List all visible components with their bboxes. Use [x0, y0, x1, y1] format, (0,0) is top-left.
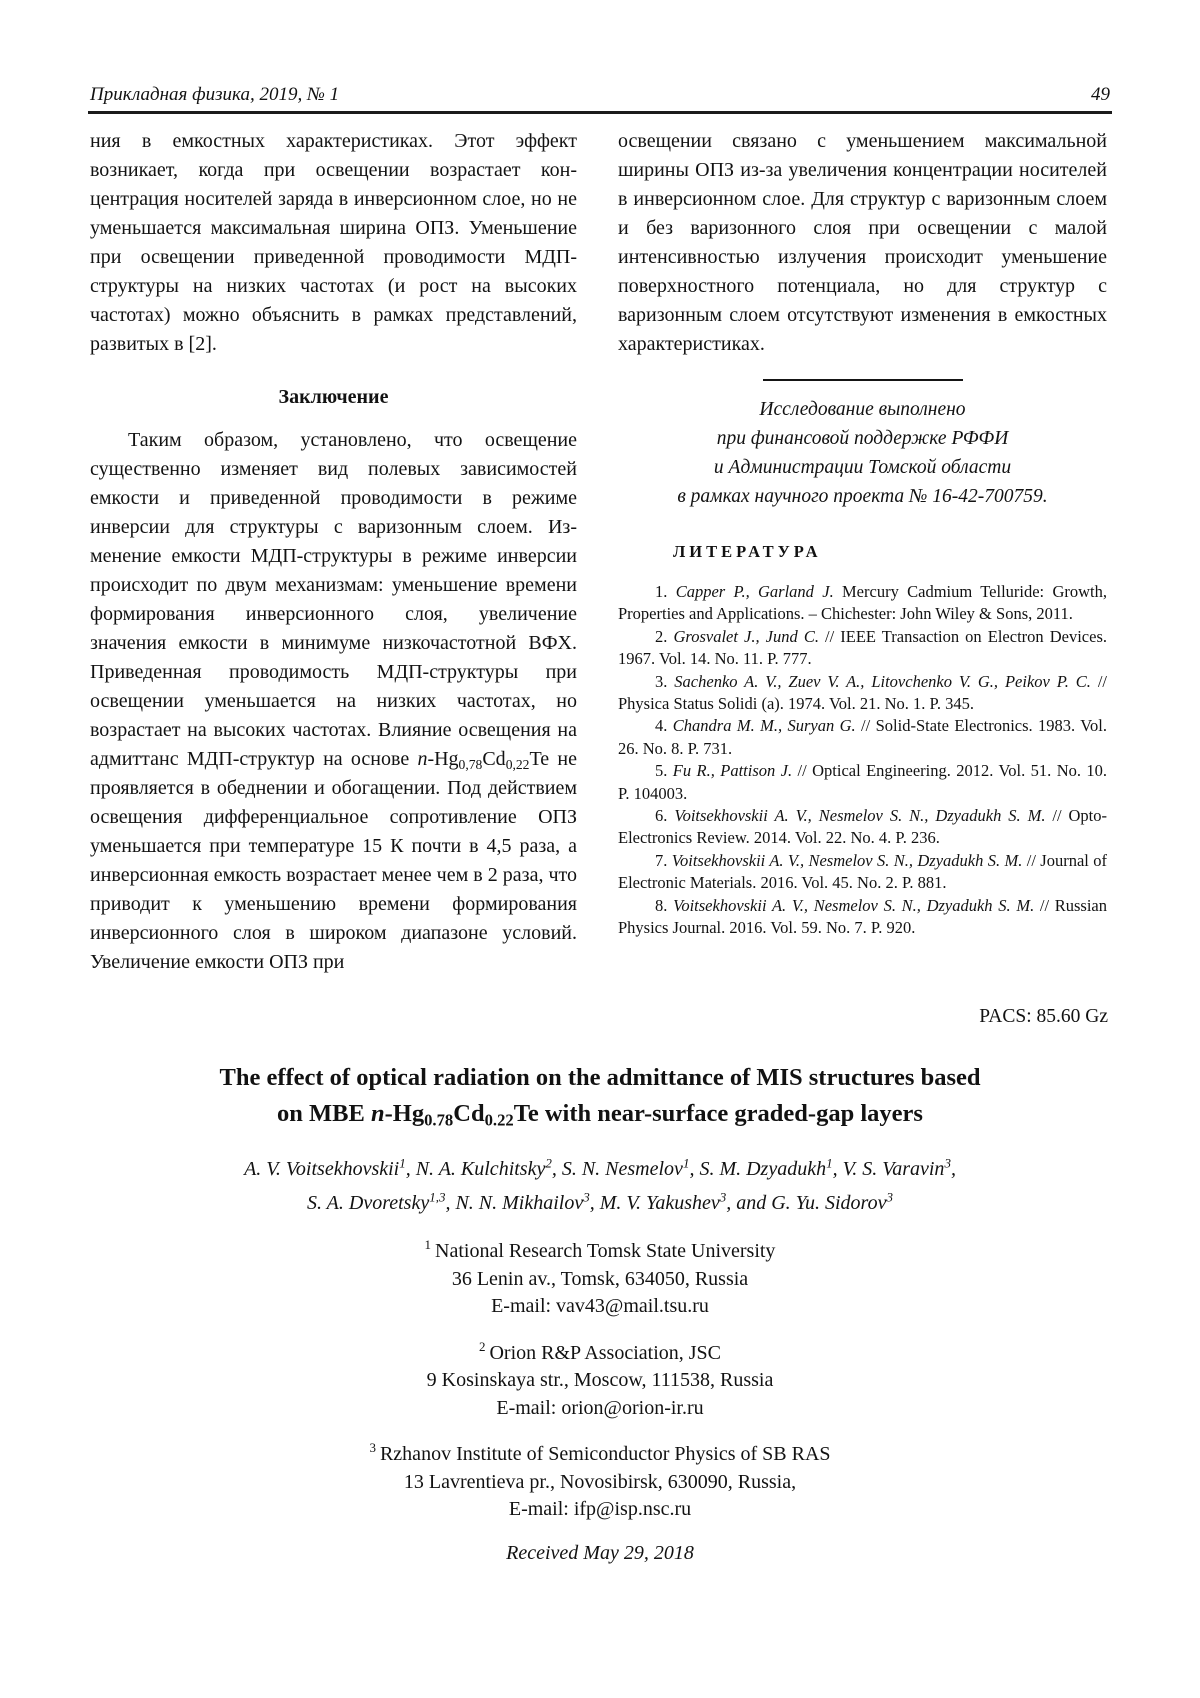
- author: [689, 1155, 833, 1180]
- reference-number: 4.: [655, 716, 673, 736]
- title-text-post: Te with near-surface graded-gap layers: [513, 1100, 923, 1127]
- reference-authors: Fu R., Pattison J.: [672, 761, 793, 781]
- conclusion-text-after-formula: не проявляется в обеднении и обогащении. Под действием освещения дифференциальное сопротивление ОПЗ уменьшается при температуре 15 К почти в 4,5 раза, а инверсионная емкость возрастает менее чем в 2 раза, что приводит к уменьшению времени формирования инверсионного слоя в широком диапазоне условий. Увеличение емкости ОПЗ при: [90, 748, 577, 973]
- author: [589, 1189, 727, 1214]
- reference-number: 7.: [655, 850, 672, 870]
- author: [307, 1189, 446, 1214]
- author: [445, 1189, 590, 1214]
- title-formula-hg: -Hg: [384, 1100, 425, 1127]
- acknowledgment-line: Исследование выполнено: [759, 399, 966, 420]
- conclusion-text-before-formula: Таким образом, установлено, что освещение существенно изменяет вид полевых зависимостей емкости и приведенной проводимости в режиме инверсии для структуры с варизонным слоем. Изменение емкости МДП-структуры в режиме инверсии происходит по двум механизмам: уменьшение времени формирования инверсионного слоя, увеличение значения емкости в минимуме низкочастотной ВФХ. Приведенная проводимость МДП-структуры при освещении уменьшается на низких частотах, но возрастает на высоких частотах. Влияние освещения на адмиттанс МДП-структур на основе: [90, 429, 577, 770]
- author-affiliation-marker: 3: [944, 1155, 951, 1171]
- title-formula-subscript-x2: 0.22: [484, 1110, 514, 1130]
- affiliation-marker: 3: [369, 1440, 376, 1456]
- author-affiliation-marker: 1: [826, 1155, 833, 1171]
- author-name: , and G. Yu. Sidorov: [726, 1192, 887, 1214]
- affiliation-email: E-mail: orion@orion-ir.ru: [496, 1396, 704, 1419]
- author-affiliation-marker: 3: [719, 1189, 727, 1205]
- author: [405, 1155, 552, 1180]
- reference-source: // Physica Status Solidi (a). 1974. Vol. 21. No. 1. P. 345.: [618, 671, 1107, 714]
- author-name: , M. V. Yakushev: [589, 1192, 720, 1214]
- affiliation-name: [90, 1238, 1110, 1266]
- author-affiliation-marker: 3: [583, 1189, 590, 1205]
- reference-number: 1.: [655, 582, 676, 601]
- reference-source: // IEEE Transaction on Electron Devices. 1967. Vol. 14. No. 11. P. 777.: [618, 626, 1108, 669]
- page-number: 49: [1091, 84, 1110, 105]
- reference-item: [618, 671, 1107, 716]
- right-column: [618, 127, 1107, 940]
- reference-source: // Journal of Electronic Materials. 2016. Vol. 45. No. 2. P. 881.: [618, 850, 1107, 893]
- reference-item: [618, 850, 1107, 895]
- literature-heading: ЛИТЕРАТУРА: [673, 542, 822, 561]
- author-name: A. V. Voitsekhovskii: [244, 1158, 400, 1180]
- acknowledgment-line: в рамках научного проекта № 16-42-700759.: [677, 486, 1048, 507]
- affiliation-name: [90, 1340, 1110, 1368]
- reference-number: 6.: [655, 806, 675, 826]
- author-name: , S. N. Nesmelov: [551, 1158, 683, 1180]
- reference-authors: Chandra M. M., Suryan G.: [672, 716, 856, 736]
- title-text-pre: on MBE: [277, 1100, 371, 1127]
- reference-source: // Russian Physics Journal. 2016. Vol. 59. No. 7. P. 920.: [618, 895, 1107, 938]
- affiliation-address: 13 Lavrentieva pr., Novosibirsk, 630090, Russia,: [403, 1470, 797, 1493]
- page-header: [90, 84, 1110, 106]
- author-affiliation-marker: 1,3: [429, 1189, 446, 1205]
- formula-subscript-x2: 0,22: [505, 756, 530, 772]
- authors-block: [90, 1152, 1110, 1220]
- author: [244, 1155, 406, 1180]
- author: [951, 1158, 956, 1180]
- reference-authors: Capper P., Garland J.: [675, 582, 834, 601]
- paragraph-conclusion: [90, 426, 577, 977]
- reference-authors: Voitsekhovskii A. V., Nesmelov S. N., Dzyadukh S. M.: [671, 850, 1023, 870]
- reference-source: // Solid-State Electronics. 1983. Vol. 26. No. 8. P. 731.: [618, 716, 1108, 758]
- author-name: , N. A. Kulchitsky: [405, 1158, 546, 1180]
- reference-source: // Opto-Electronics Review. 2014. Vol. 22. No. 4. P. 236.: [618, 806, 1107, 848]
- reference-authors: Grosvalet J., Jund C.: [673, 626, 819, 646]
- formula-cd: Cd: [482, 748, 506, 770]
- author-name: , N. N. Mikhailov: [445, 1192, 584, 1214]
- reference-item: [618, 715, 1107, 760]
- author-name: S. A. Dvoretsky: [307, 1192, 430, 1214]
- author-name: , S. M. Dzyadukh: [689, 1158, 827, 1180]
- title-formula-subscript-x1: 0.78: [424, 1110, 454, 1130]
- affiliation-3: [90, 1441, 1110, 1524]
- formula-subscript-x1: 0,78: [458, 756, 483, 772]
- affiliation-address: 9 Kosinskaya str., Moscow, 111538, Russia: [426, 1369, 774, 1391]
- affiliation-institution: Orion R&P Association, JSC: [489, 1341, 721, 1364]
- acknowledgment-block: [618, 395, 1107, 511]
- reference-source: // Optical Engineering. 2012. Vol. 51. No. 10. P. 104003.: [618, 761, 1108, 803]
- acknowledgment-line: при финансовой поддержке РФФИ: [716, 428, 1009, 449]
- paragraph-capacitance-effect: ния в емкостных характеристиках. Этот эффект возникает, когда при освещении возрастает концентрация носителей заряда в инверсионном слое, но не уменьшается максимальная ширина ОПЗ. Уменьшение при освещении приведенной проводимости МДП-структуры на низких частотах (и рост на высоких частотах) можно объяснить в рамках представлений, развитых в [2].: [90, 130, 577, 355]
- header-rule: [88, 111, 1112, 114]
- author-affiliation-marker: 1: [682, 1155, 690, 1171]
- author-affiliation-marker: 3: [886, 1189, 893, 1205]
- article-title-line2: [90, 1096, 1110, 1132]
- title-formula-n: n: [370, 1100, 385, 1127]
- section-separator-rule: [763, 379, 963, 381]
- author-affiliation-marker: 2: [545, 1155, 552, 1171]
- left-column: [90, 127, 577, 977]
- reference-item: [618, 760, 1107, 805]
- reference-authors: Sachenko A. V., Zuev V. A., Litovchenko V. G., Peikov P. C.: [674, 671, 1091, 691]
- pacs-code: PACS: 85.60 Gz: [979, 1006, 1108, 1027]
- reference-number: 2.: [655, 626, 674, 646]
- author: [551, 1155, 690, 1180]
- reference-item: [618, 626, 1107, 671]
- author: [832, 1155, 951, 1180]
- formula-hg: -Hg: [427, 748, 459, 770]
- article-title: [90, 1060, 1110, 1132]
- received-date: Received May 29, 2018: [506, 1542, 694, 1564]
- affiliation-address: 36 Lenin av., Tomsk, 634050, Russia: [451, 1267, 749, 1290]
- article-title-line1: The effect of optical radiation on the admittance of MIS structures based: [219, 1064, 981, 1091]
- affiliation-email: E-mail: vav43@mail.tsu.ru: [491, 1295, 709, 1317]
- reference-item: [618, 805, 1107, 850]
- affiliation-2: [90, 1340, 1110, 1423]
- title-formula-cd: Cd: [453, 1100, 485, 1127]
- affiliation-marker: 2: [478, 1338, 486, 1354]
- authors-line2: [90, 1186, 1110, 1220]
- author-affiliation-marker: 1: [399, 1155, 406, 1171]
- affiliation-marker: 1: [424, 1237, 432, 1253]
- reference-source: Mercury Cadmium Telluride: Growth, Properties and Applications. – Chichester: John Wiley & Sons, 2011.: [618, 582, 1107, 624]
- reference-number: 3.: [655, 671, 675, 691]
- affiliations-block: [90, 1238, 1110, 1543]
- journal-title: Прикладная физика, 2019, № 1: [90, 84, 340, 105]
- conclusion-heading: Заключение: [278, 386, 389, 408]
- reference-authors: Voitsekhovskii A. V., Nesmelov S. N., Dzyadukh S. M.: [674, 806, 1046, 826]
- formula-te: Te: [529, 748, 550, 770]
- author-name: , V. S. Varavin: [832, 1158, 945, 1180]
- references-list: [618, 581, 1107, 940]
- author-name: ,: [950, 1158, 956, 1180]
- reference-item: [618, 895, 1107, 940]
- authors-line1: [90, 1152, 1110, 1186]
- affiliation-institution: Rzhanov Institute of Semiconductor Physics of SB RAS: [379, 1443, 831, 1465]
- affiliation-email: E-mail: ifp@isp.nsc.ru: [508, 1498, 692, 1520]
- affiliation-name: [90, 1441, 1110, 1469]
- reference-number: 8.: [655, 895, 674, 915]
- author: [726, 1189, 893, 1214]
- reference-authors: Voitsekhovskii A. V., Nesmelov S. N., Dzyadukh S. M.: [673, 895, 1035, 915]
- acknowledgment-line: и Администрации Томской области: [713, 457, 1012, 478]
- reference-number: 5.: [655, 761, 673, 781]
- reference-item: [618, 581, 1107, 626]
- formula-n-prefix: n: [417, 748, 428, 770]
- affiliation-institution: National Research Tomsk State University: [435, 1240, 776, 1262]
- affiliation-1: [90, 1238, 1110, 1321]
- paragraph-illumination: освещении связано с уменьшением максимальной ширины ОПЗ из-за увеличения концентрации носителей в инверсионном слое. Для структур с варизонным слоем и без варизонного слоя при освещении с малой интенсивностью излучения происходит уменьшение поверхностного потенциала, но для структур с варизонным слоем отсутствуют изменения в емкостных характеристиках.: [618, 130, 1107, 355]
